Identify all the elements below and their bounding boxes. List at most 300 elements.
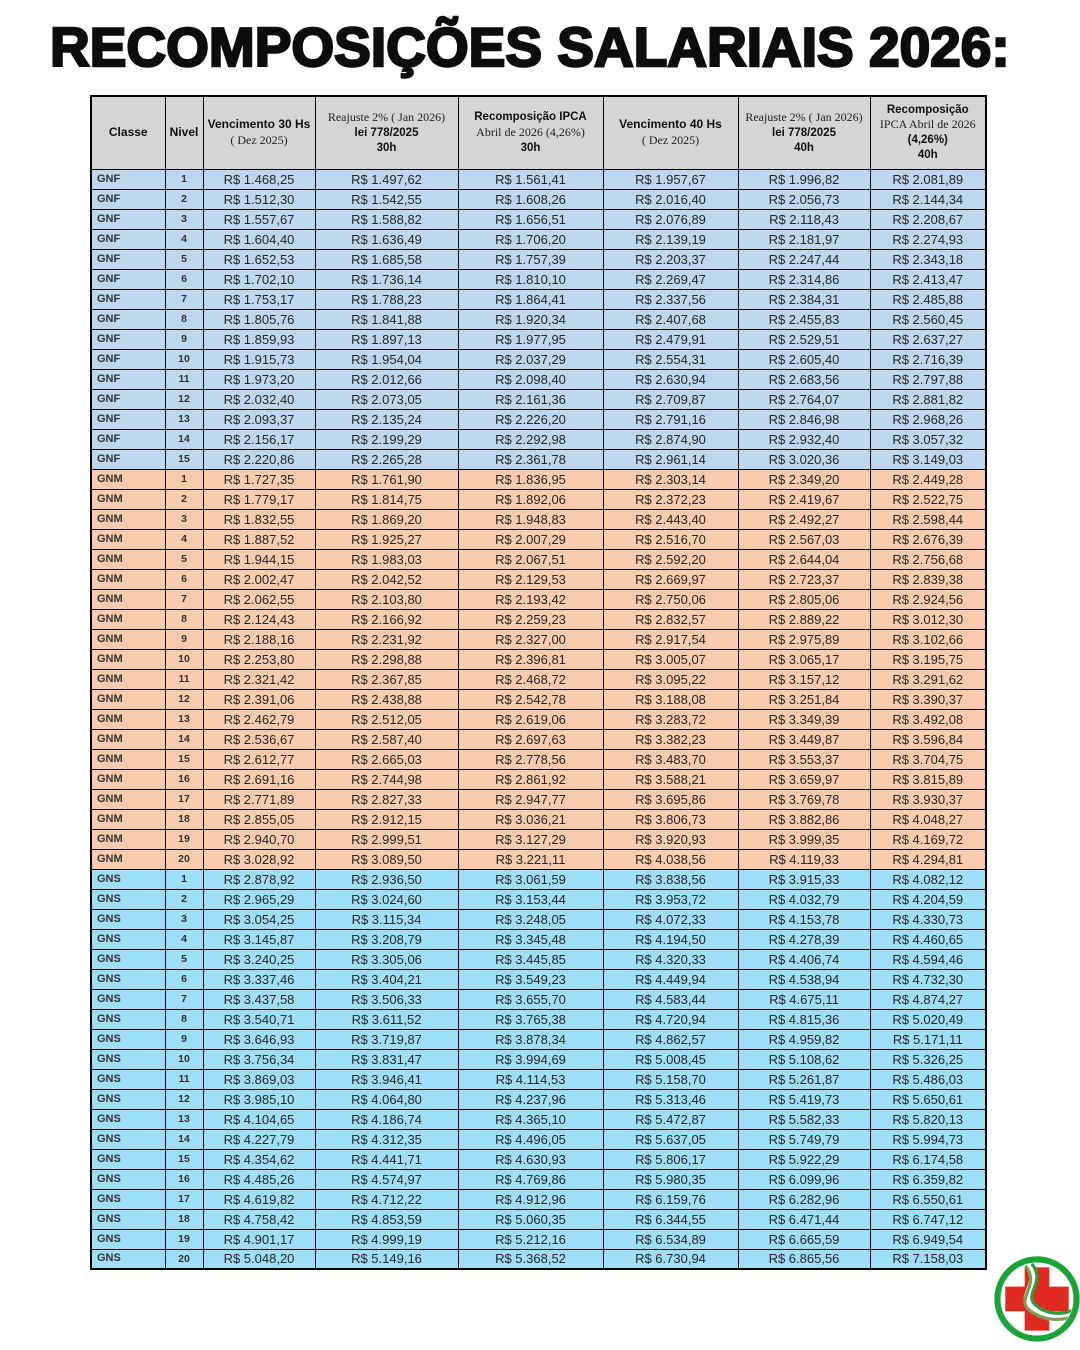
- value-cell: R$ 3.838,56: [603, 869, 738, 889]
- value-cell: R$ 4.114,53: [458, 1069, 603, 1089]
- table-row: [91, 1109, 986, 1129]
- value-cell: R$ 3.251,84: [738, 689, 870, 709]
- value-cell: R$ 1.779,17: [203, 489, 315, 509]
- value-cell: R$ 2.683,56: [738, 369, 870, 389]
- header-recomposicao-30h: Recomposição IPCA Abril de 2026 (4,26%) 30h: [458, 96, 603, 169]
- value-cell: R$ 4.048,27: [870, 809, 986, 829]
- nivel-cell: 12: [165, 689, 203, 709]
- classe-cell: GNF: [91, 269, 165, 289]
- value-cell: R$ 1.810,10: [458, 269, 603, 289]
- value-cell: R$ 4.583,44: [603, 989, 738, 1009]
- value-cell: R$ 4.064,80: [315, 1089, 458, 1109]
- value-cell: R$ 5.158,70: [603, 1069, 738, 1089]
- nivel-cell: 5: [165, 249, 203, 269]
- value-cell: R$ 2.723,37: [738, 569, 870, 589]
- header-classe: [91, 96, 165, 169]
- value-cell: R$ 2.912,15: [315, 809, 458, 829]
- table-row: [91, 1049, 986, 1069]
- value-cell: R$ 6.099,96: [738, 1169, 870, 1189]
- value-cell: R$ 1.636,49: [315, 229, 458, 249]
- health-cross-logo: [993, 1255, 1080, 1343]
- value-cell: R$ 2.665,03: [315, 749, 458, 769]
- value-cell: R$ 4.619,82: [203, 1189, 315, 1209]
- table-row: [91, 629, 986, 649]
- table-row: [91, 169, 986, 189]
- value-cell: R$ 3.920,93: [603, 829, 738, 849]
- table-row: [91, 589, 986, 609]
- classe-cell: GNM: [91, 729, 165, 749]
- nivel-cell: 13: [165, 1109, 203, 1129]
- table-row: [91, 269, 986, 289]
- value-cell: R$ 3.157,12: [738, 669, 870, 689]
- value-cell: R$ 2.485,88: [870, 289, 986, 309]
- nivel-cell: 15: [165, 449, 203, 469]
- value-cell: R$ 3.492,08: [870, 709, 986, 729]
- nivel-cell: 2: [165, 489, 203, 509]
- value-cell: R$ 3.953,72: [603, 889, 738, 909]
- classe-cell: GNS: [91, 889, 165, 909]
- value-cell: R$ 2.716,39: [870, 349, 986, 369]
- table-row: [91, 949, 986, 969]
- value-cell: R$ 4.758,42: [203, 1209, 315, 1229]
- value-cell: R$ 6.747,12: [870, 1209, 986, 1229]
- value-cell: R$ 4.032,79: [738, 889, 870, 909]
- value-cell: R$ 2.188,16: [203, 629, 315, 649]
- value-cell: R$ 1.957,67: [603, 169, 738, 189]
- value-cell: R$ 5.368,52: [458, 1249, 603, 1269]
- value-cell: R$ 2.468,72: [458, 669, 603, 689]
- value-cell: R$ 2.443,40: [603, 509, 738, 529]
- value-cell: R$ 2.587,40: [315, 729, 458, 749]
- value-cell: R$ 1.706,20: [458, 229, 603, 249]
- value-cell: R$ 2.947,77: [458, 789, 603, 809]
- nivel-cell: 13: [165, 709, 203, 729]
- nivel-cell: 11: [165, 669, 203, 689]
- value-cell: R$ 2.874,90: [603, 429, 738, 449]
- value-cell: R$ 1.497,62: [315, 169, 458, 189]
- value-cell: R$ 1.836,95: [458, 469, 603, 489]
- classe-cell: GNS: [91, 929, 165, 949]
- value-cell: R$ 2.932,40: [738, 429, 870, 449]
- value-cell: R$ 2.181,97: [738, 229, 870, 249]
- value-cell: R$ 7.158,03: [870, 1249, 986, 1269]
- value-cell: R$ 1.702,10: [203, 269, 315, 289]
- value-cell: R$ 2.512,05: [315, 709, 458, 729]
- value-cell: R$ 2.827,33: [315, 789, 458, 809]
- value-cell: R$ 3.345,48: [458, 929, 603, 949]
- value-cell: R$ 2.592,20: [603, 549, 738, 569]
- value-cell: R$ 2.917,54: [603, 629, 738, 649]
- table-row: [91, 309, 986, 329]
- nivel-cell: 13: [165, 409, 203, 429]
- value-cell: R$ 2.529,51: [738, 329, 870, 349]
- value-cell: R$ 2.361,78: [458, 449, 603, 469]
- nivel-cell: 14: [165, 1129, 203, 1149]
- value-cell: R$ 5.108,62: [738, 1049, 870, 1069]
- value-cell: R$ 2.226,20: [458, 409, 603, 429]
- value-cell: R$ 1.915,73: [203, 349, 315, 369]
- value-cell: R$ 2.372,23: [603, 489, 738, 509]
- table-row: [91, 729, 986, 749]
- value-cell: R$ 2.129,53: [458, 569, 603, 589]
- value-cell: R$ 3.028,92: [203, 849, 315, 869]
- value-cell: R$ 2.139,19: [603, 229, 738, 249]
- value-cell: R$ 3.291,62: [870, 669, 986, 689]
- table-row: [91, 189, 986, 209]
- table-row: [91, 289, 986, 309]
- nivel-cell: 5: [165, 949, 203, 969]
- value-cell: R$ 4.204,59: [870, 889, 986, 909]
- value-cell: R$ 1.512,30: [203, 189, 315, 209]
- value-cell: R$ 3.695,86: [603, 789, 738, 809]
- value-cell: R$ 2.384,31: [738, 289, 870, 309]
- nivel-cell: 11: [165, 1069, 203, 1089]
- table-row: [91, 1089, 986, 1109]
- classe-cell: GNS: [91, 949, 165, 969]
- value-cell: R$ 5.261,87: [738, 1069, 870, 1089]
- value-cell: R$ 3.153,44: [458, 889, 603, 909]
- value-cell: R$ 2.612,77: [203, 749, 315, 769]
- value-cell: R$ 1.869,20: [315, 509, 458, 529]
- table-row: [91, 1069, 986, 1089]
- value-cell: R$ 4.441,71: [315, 1149, 458, 1169]
- value-cell: R$ 3.646,93: [203, 1029, 315, 1049]
- value-cell: R$ 2.567,03: [738, 529, 870, 549]
- value-cell: R$ 2.247,44: [738, 249, 870, 269]
- nivel-cell: 20: [165, 1249, 203, 1269]
- table-row: [91, 649, 986, 669]
- value-cell: R$ 4.460,65: [870, 929, 986, 949]
- value-cell: R$ 3.061,59: [458, 869, 603, 889]
- classe-cell: GNM: [91, 569, 165, 589]
- value-cell: R$ 3.095,22: [603, 669, 738, 689]
- nivel-cell: 9: [165, 629, 203, 649]
- value-cell: R$ 2.797,88: [870, 369, 986, 389]
- value-cell: R$ 6.174,58: [870, 1149, 986, 1169]
- classe-cell: GNS: [91, 869, 165, 889]
- value-cell: R$ 2.832,57: [603, 609, 738, 629]
- classe-cell: GNS: [91, 1249, 165, 1269]
- nivel-cell: 6: [165, 269, 203, 289]
- value-cell: R$ 3.994,69: [458, 1049, 603, 1069]
- value-cell: R$ 2.778,56: [458, 749, 603, 769]
- classe-cell: GNF: [91, 329, 165, 349]
- value-cell: R$ 4.227,79: [203, 1129, 315, 1149]
- value-cell: R$ 2.924,56: [870, 589, 986, 609]
- value-cell: R$ 2.516,70: [603, 529, 738, 549]
- value-cell: R$ 2.438,88: [315, 689, 458, 709]
- classe-cell: GNF: [91, 449, 165, 469]
- value-cell: R$ 2.449,28: [870, 469, 986, 489]
- value-cell: R$ 1.757,39: [458, 249, 603, 269]
- nivel-cell: 10: [165, 649, 203, 669]
- header-recomposicao-40h: Recomposição IPCA Abril de 2026 (4,26%) 40h: [870, 96, 986, 169]
- nivel-cell: 19: [165, 1229, 203, 1249]
- classe-cell: GNM: [91, 489, 165, 509]
- value-cell: R$ 2.855,05: [203, 809, 315, 829]
- value-cell: R$ 1.788,23: [315, 289, 458, 309]
- value-cell: R$ 2.343,18: [870, 249, 986, 269]
- classe-cell: GNM: [91, 609, 165, 629]
- table-row: [91, 1249, 986, 1269]
- nivel-cell: 3: [165, 909, 203, 929]
- value-cell: R$ 2.669,97: [603, 569, 738, 589]
- header-vencimento-30h: Vencimento 30 Hs ( Dez 2025): [203, 96, 315, 169]
- value-cell: R$ 2.839,38: [870, 569, 986, 589]
- value-cell: R$ 3.127,29: [458, 829, 603, 849]
- value-cell: R$ 4.574,97: [315, 1169, 458, 1189]
- value-cell: R$ 2.081,89: [870, 169, 986, 189]
- table-row: [91, 1209, 986, 1229]
- classe-cell: GNF: [91, 229, 165, 249]
- value-cell: R$ 2.231,92: [315, 629, 458, 649]
- value-cell: R$ 2.208,67: [870, 209, 986, 229]
- table-row: [91, 969, 986, 989]
- value-cell: R$ 5.419,73: [738, 1089, 870, 1109]
- nivel-cell: 4: [165, 529, 203, 549]
- table-row: [91, 229, 986, 249]
- value-cell: R$ 3.054,25: [203, 909, 315, 929]
- nivel-cell: 9: [165, 1029, 203, 1049]
- value-cell: R$ 1.859,93: [203, 329, 315, 349]
- classe-cell: GNS: [91, 1169, 165, 1189]
- value-cell: R$ 1.948,83: [458, 509, 603, 529]
- value-cell: R$ 2.878,92: [203, 869, 315, 889]
- value-cell: R$ 1.983,03: [315, 549, 458, 569]
- nivel-cell: 11: [165, 369, 203, 389]
- value-cell: R$ 3.831,47: [315, 1049, 458, 1069]
- value-cell: R$ 2.124,43: [203, 609, 315, 629]
- value-cell: R$ 1.542,55: [315, 189, 458, 209]
- value-cell: R$ 2.965,29: [203, 889, 315, 909]
- value-cell: R$ 2.056,73: [738, 189, 870, 209]
- nivel-cell: 18: [165, 809, 203, 829]
- table-row: [91, 489, 986, 509]
- value-cell: R$ 2.691,16: [203, 769, 315, 789]
- nivel-cell: 7: [165, 289, 203, 309]
- classe-cell: GNM: [91, 709, 165, 729]
- table-row: [91, 1169, 986, 1189]
- value-cell: R$ 1.892,06: [458, 489, 603, 509]
- nivel-cell: 8: [165, 309, 203, 329]
- classe-cell: GNF: [91, 289, 165, 309]
- value-cell: R$ 3.930,37: [870, 789, 986, 809]
- value-cell: R$ 2.292,98: [458, 429, 603, 449]
- value-cell: R$ 1.832,55: [203, 509, 315, 529]
- nivel-cell: 15: [165, 1149, 203, 1169]
- value-cell: R$ 2.419,67: [738, 489, 870, 509]
- value-cell: R$ 2.265,28: [315, 449, 458, 469]
- value-cell: R$ 5.806,17: [603, 1149, 738, 1169]
- value-cell: R$ 2.193,42: [458, 589, 603, 609]
- value-cell: R$ 3.655,70: [458, 989, 603, 1009]
- value-cell: R$ 2.327,00: [458, 629, 603, 649]
- value-cell: R$ 3.065,17: [738, 649, 870, 669]
- value-cell: R$ 1.805,76: [203, 309, 315, 329]
- value-cell: R$ 4.312,35: [315, 1129, 458, 1149]
- value-cell: R$ 2.522,75: [870, 489, 986, 509]
- value-cell: R$ 2.936,50: [315, 869, 458, 889]
- value-cell: R$ 3.506,33: [315, 989, 458, 1009]
- table-row: [91, 449, 986, 469]
- value-cell: R$ 6.865,56: [738, 1249, 870, 1269]
- value-cell: R$ 2.135,24: [315, 409, 458, 429]
- nivel-cell: 14: [165, 729, 203, 749]
- nivel-cell: 7: [165, 589, 203, 609]
- table-row: [91, 1009, 986, 1029]
- value-cell: R$ 2.253,80: [203, 649, 315, 669]
- value-cell: R$ 1.557,67: [203, 209, 315, 229]
- nivel-cell: 3: [165, 209, 203, 229]
- value-cell: R$ 2.067,51: [458, 549, 603, 569]
- value-cell: R$ 3.208,79: [315, 929, 458, 949]
- value-cell: R$ 4.119,33: [738, 849, 870, 869]
- value-cell: R$ 2.144,34: [870, 189, 986, 209]
- page-title: RECOMPOSIÇÕES SALARIAIS 2026:: [50, 16, 1010, 78]
- value-cell: R$ 4.862,57: [603, 1029, 738, 1049]
- value-cell: R$ 4.406,74: [738, 949, 870, 969]
- value-cell: R$ 3.024,60: [315, 889, 458, 909]
- classe-cell: GNS: [91, 1029, 165, 1049]
- classe-cell: GNM: [91, 529, 165, 549]
- value-cell: R$ 1.656,51: [458, 209, 603, 229]
- value-cell: R$ 2.697,63: [458, 729, 603, 749]
- value-cell: R$ 2.103,80: [315, 589, 458, 609]
- classe-cell: GNM: [91, 669, 165, 689]
- value-cell: R$ 4.104,65: [203, 1109, 315, 1129]
- table-row: [91, 509, 986, 529]
- nivel-cell: 17: [165, 1189, 203, 1209]
- value-cell: R$ 3.611,52: [315, 1009, 458, 1029]
- value-cell: R$ 3.115,34: [315, 909, 458, 929]
- header-label: Classe: [108, 124, 148, 139]
- table-row: [91, 1129, 986, 1149]
- value-cell: R$ 2.771,89: [203, 789, 315, 809]
- value-cell: R$ 4.912,96: [458, 1189, 603, 1209]
- classe-cell: GNS: [91, 1189, 165, 1209]
- nivel-cell: 6: [165, 569, 203, 589]
- value-cell: R$ 3.588,21: [603, 769, 738, 789]
- classe-cell: GNF: [91, 169, 165, 189]
- value-cell: R$ 3.005,07: [603, 649, 738, 669]
- value-cell: R$ 3.946,41: [315, 1069, 458, 1089]
- value-cell: R$ 1.608,26: [458, 189, 603, 209]
- value-cell: R$ 2.455,83: [738, 309, 870, 329]
- table-row: [91, 829, 986, 849]
- classe-cell: GNS: [91, 1009, 165, 1029]
- value-cell: R$ 4.072,33: [603, 909, 738, 929]
- value-cell: R$ 2.791,16: [603, 409, 738, 429]
- value-cell: R$ 3.815,89: [870, 769, 986, 789]
- value-cell: R$ 2.462,79: [203, 709, 315, 729]
- value-cell: R$ 5.313,46: [603, 1089, 738, 1109]
- value-cell: R$ 2.619,06: [458, 709, 603, 729]
- value-cell: R$ 1.604,40: [203, 229, 315, 249]
- table-row: [91, 1229, 986, 1249]
- value-cell: R$ 2.073,05: [315, 389, 458, 409]
- value-cell: R$ 4.959,82: [738, 1029, 870, 1049]
- value-cell: R$ 1.753,17: [203, 289, 315, 309]
- value-cell: R$ 1.887,52: [203, 529, 315, 549]
- value-cell: R$ 6.665,59: [738, 1229, 870, 1249]
- nivel-cell: 6: [165, 969, 203, 989]
- value-cell: R$ 3.756,34: [203, 1049, 315, 1069]
- value-cell: R$ 2.413,47: [870, 269, 986, 289]
- value-cell: R$ 1.561,41: [458, 169, 603, 189]
- nivel-cell: 8: [165, 609, 203, 629]
- value-cell: R$ 1.954,04: [315, 349, 458, 369]
- table-row: [91, 849, 986, 869]
- value-cell: R$ 2.156,17: [203, 429, 315, 449]
- value-cell: R$ 2.037,29: [458, 349, 603, 369]
- nivel-cell: 1: [165, 469, 203, 489]
- value-cell: R$ 3.999,35: [738, 829, 870, 849]
- value-cell: R$ 3.553,37: [738, 749, 870, 769]
- value-cell: R$ 1.736,14: [315, 269, 458, 289]
- value-cell: R$ 1.977,95: [458, 329, 603, 349]
- value-cell: R$ 5.486,03: [870, 1069, 986, 1089]
- value-cell: R$ 4.169,72: [870, 829, 986, 849]
- value-cell: R$ 6.949,54: [870, 1229, 986, 1249]
- value-cell: R$ 5.994,73: [870, 1129, 986, 1149]
- value-cell: R$ 5.922,29: [738, 1149, 870, 1169]
- table-row: [91, 429, 986, 449]
- value-cell: R$ 2.274,93: [870, 229, 986, 249]
- value-cell: R$ 3.057,32: [870, 429, 986, 449]
- value-cell: R$ 1.920,34: [458, 309, 603, 329]
- value-cell: R$ 2.861,92: [458, 769, 603, 789]
- value-cell: R$ 1.761,90: [315, 469, 458, 489]
- classe-cell: GNF: [91, 389, 165, 409]
- value-cell: R$ 2.999,51: [315, 829, 458, 849]
- nivel-cell: 17: [165, 789, 203, 809]
- classe-cell: GNM: [91, 689, 165, 709]
- value-cell: R$ 3.349,39: [738, 709, 870, 729]
- value-cell: R$ 3.404,21: [315, 969, 458, 989]
- value-cell: R$ 3.188,08: [603, 689, 738, 709]
- nivel-cell: 15: [165, 749, 203, 769]
- header-reajuste-40h: Reajuste 2% ( Jan 2026) lei 778/2025 40h: [738, 96, 870, 169]
- value-cell: R$ 4.237,96: [458, 1089, 603, 1109]
- table-header-row: [91, 96, 986, 169]
- classe-cell: GNM: [91, 789, 165, 809]
- value-cell: R$ 2.676,39: [870, 529, 986, 549]
- classe-cell: GNM: [91, 829, 165, 849]
- value-cell: R$ 2.881,82: [870, 389, 986, 409]
- classe-cell: GNS: [91, 909, 165, 929]
- value-cell: R$ 4.720,94: [603, 1009, 738, 1029]
- value-cell: R$ 2.269,47: [603, 269, 738, 289]
- value-cell: R$ 3.248,05: [458, 909, 603, 929]
- value-cell: R$ 2.259,23: [458, 609, 603, 629]
- value-cell: R$ 4.675,11: [738, 989, 870, 1009]
- table-row: [91, 329, 986, 349]
- value-cell: R$ 4.630,93: [458, 1149, 603, 1169]
- classe-cell: GNS: [91, 969, 165, 989]
- value-cell: R$ 2.961,14: [603, 449, 738, 469]
- value-cell: R$ 2.349,20: [738, 469, 870, 489]
- value-cell: R$ 3.012,30: [870, 609, 986, 629]
- value-cell: R$ 2.536,67: [203, 729, 315, 749]
- classe-cell: GNM: [91, 469, 165, 489]
- table-row: [91, 249, 986, 269]
- classe-cell: GNM: [91, 589, 165, 609]
- value-cell: R$ 2.492,27: [738, 509, 870, 529]
- nivel-cell: 14: [165, 429, 203, 449]
- classe-cell: GNM: [91, 509, 165, 529]
- table-row: [91, 689, 986, 709]
- value-cell: R$ 2.203,37: [603, 249, 738, 269]
